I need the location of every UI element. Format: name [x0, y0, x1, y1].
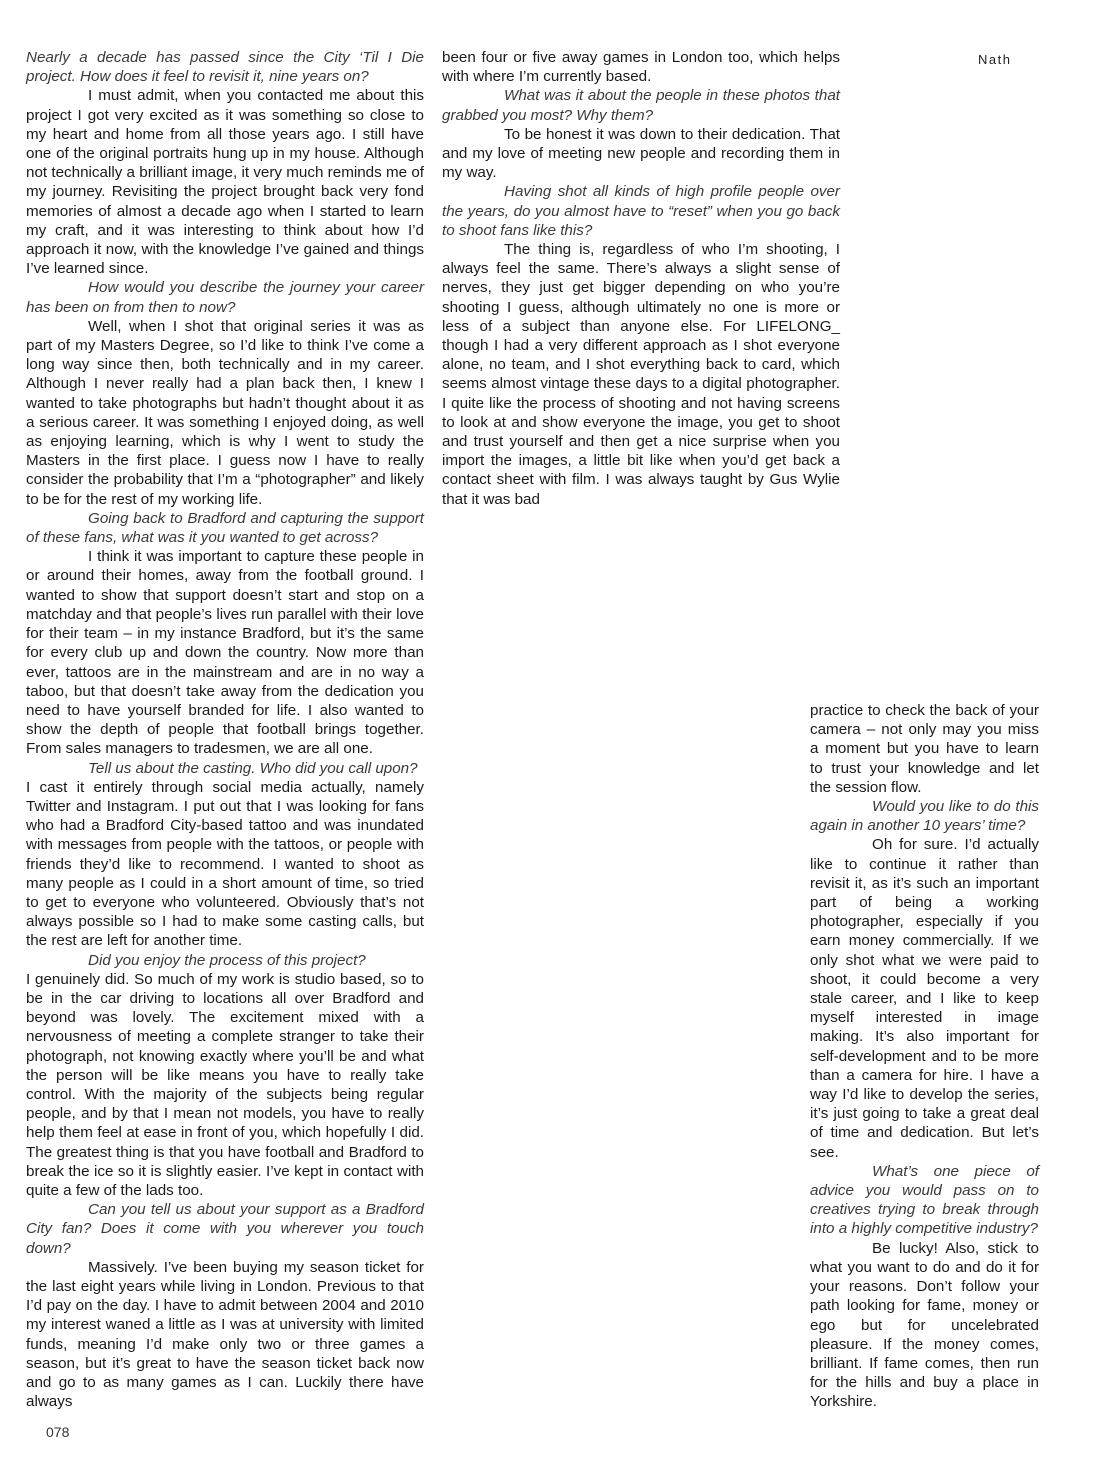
interview-question: What’s one piece of advice you would pass on to creatives trying to break through into a highly competitive industry? — [810, 1162, 1039, 1238]
interview-answer: I genuinely did. So much of my work is studio based, so to be in the car driving to locations all over Bradford and beyond was lovely. The excitement mixed with a nervousness of meeting a complete stranger to take their photograph, not knowing exactly where you’ll be and what the person will be like means you have to really take control. With the majority of the subjects being regular people, and by that I mean not models, you have to really help them feel at ease in front of you, which hopefully I did. The greatest thing is that you have football and Bradford to break the ice so it is slightly easier. I’ve kept in contact with quite a few of the lads too. — [26, 970, 424, 1199]
interview-answer: The thing is, regardless of who I’m shooting, I always feel the same. There’s always a slight sense of nerves, they just get bigger depending on who you’re shooting I guess, although ultimately no one is more or less of a subject than anyone else. For LIFELONG_ though I had a very different approach as I shot everyone alone, no team, and I shot everything back to card, which seems almost vintage these days to a digital photographer. I quite like the process of shooting and not having screens to look at and show everyone the image, you get to shoot and trust yourself and then get a nice surprise when you import the images, a little bit like when you’d get back a contact sheet with film. I was always taught by Gus Wylie that it was bad — [442, 241, 840, 508]
interview-question: What was it about the people in these photos that grabbed you most? Why them? — [442, 87, 840, 124]
interview-question: Nearly a decade has passed since the City ‘Til I Die project. How does it feel to revisit it, nine years on? — [26, 49, 424, 86]
running-head: Nath — [978, 52, 1012, 67]
interview-answer: I cast it entirely through social media actually, namely Twitter and Instagram. I put out that I was looking for fans who had a Bradford City-based tattoo and was inundated with messages from people with the tattoos, or people with friends they’d like to recommend. I wanted to shoot as many people as I could in a short amount of time, so tried to get to everyone who volunteered. Obviously that’s not always possible so I had to make some casting calls, but the rest are left for another time. — [26, 778, 424, 950]
interview-question: How would you describe the journey your career has been on from then to now? — [26, 279, 424, 316]
interview-answer: been four or five away games in London too, which helps with where I’m currently based. — [442, 49, 840, 86]
interview-answer: Be lucky! Also, stick to what you want to do and do it for your reasons. Don’t follow your path looking for fame, money or ego but for uncelebrated pleasure. If the money comes, brilliant. If fame comes, then run for the hills and buy a place in Yorkshire. — [810, 1239, 1039, 1411]
interview-answer: I think it was important to capture these people in or around their homes, away from the football ground. I wanted to show that support doesn’t start and stop on a matchday and that people’s lives run parallel with their love for their team – in my instance Bradford, but it’s the same for every club up and down the country. Now more than ever, tattoos are in the mainstream and are in no way a taboo, but that doesn’t take away from the dedication you need to have yourself branded for life. I also wanted to show the depth of people that football brings together. From sales managers to tradesmen, we are all one. — [26, 548, 424, 758]
interview-answer: Oh for sure. I’d actually like to continue it rather than revisit it, as it’s such an important part of being a working photographer, especially if you earn money commercially. If we only shot what we were paid to shoot, it could become a very stale career, and I like to keep myself interested in image making. It’s also important for self-development and to be more than a camera for hire. I have a way I’d like to develop the series, it’s just going to take a great deal of time and dedication. But let’s see. — [810, 836, 1039, 1161]
interview-answer: practice to check the back of your camera – not only may you miss a moment but you have to learn to trust your knowledge and let the session flow. — [810, 702, 1039, 796]
interview-question: Would you like to do this again in another 10 years’ time? — [810, 798, 1039, 835]
interview-answer: To be honest it was down to their dedication. That and my love of meeting new people and recording them in my way. — [442, 125, 840, 182]
text-column-3 — [810, 701, 1039, 1412]
page-number: 078 — [46, 1424, 70, 1440]
interview-question: Going back to Bradford and capturing the support of these fans, what was it you wanted to get across? — [26, 509, 424, 547]
interview-answer: I must admit, when you contacted me about this project I got very excited as it was something so close to my heart and home from all those years ago. I still have one of the original portraits hung up in my house. Although not technically a brilliant image, it very much reminds me of my journey. Revisiting the project brought back very fond memories of almost a decade ago when I started to learn my craft, and it was interesting to think about how I’d approach it now, with the knowledge I’ve gained and things I’ve learned since. — [26, 87, 424, 278]
text-column-2 — [442, 48, 840, 509]
text-column-1 — [26, 48, 424, 1411]
interview-answer: Well, when I shot that original series it was as part of my Masters Degree, so I’d like to think I’ve come a long way since then, both technically and in my career. Although I never really had a plan back then, I knew I wanted to take photographs but hadn’t thought about it as a serious career. It was something I enjoyed doing, as well as enjoying learning, which is why I went to study the Masters in the first place. I guess now I have to really consider the probability that I’m a “photographer” and likely to be for the rest of my working life. — [26, 317, 424, 508]
interview-question: Did you enjoy the process of this project? — [88, 951, 366, 969]
interview-question: Can you tell us about your support as a Bradford City fan? Does it come with you wherever you touch down? — [26, 1201, 424, 1257]
interview-question: Tell us about the casting. Who did you call upon? — [88, 759, 418, 777]
interview-question: Having shot all kinds of high profile people over the years, do you almost have to “reset” when you go back to shoot fans like this? — [442, 183, 840, 239]
interview-answer: Massively. I’ve been buying my season ticket for the last eight years while living in London. Previous to that I’d pay on the day. I have to admit between 2004 and 2010 my interest waned a little as I was at university with limited funds, meaning I’d make only two or three games a season, but it’s great to have the season ticket back now and go to as many games as I can. Luckily there have always — [26, 1258, 424, 1411]
